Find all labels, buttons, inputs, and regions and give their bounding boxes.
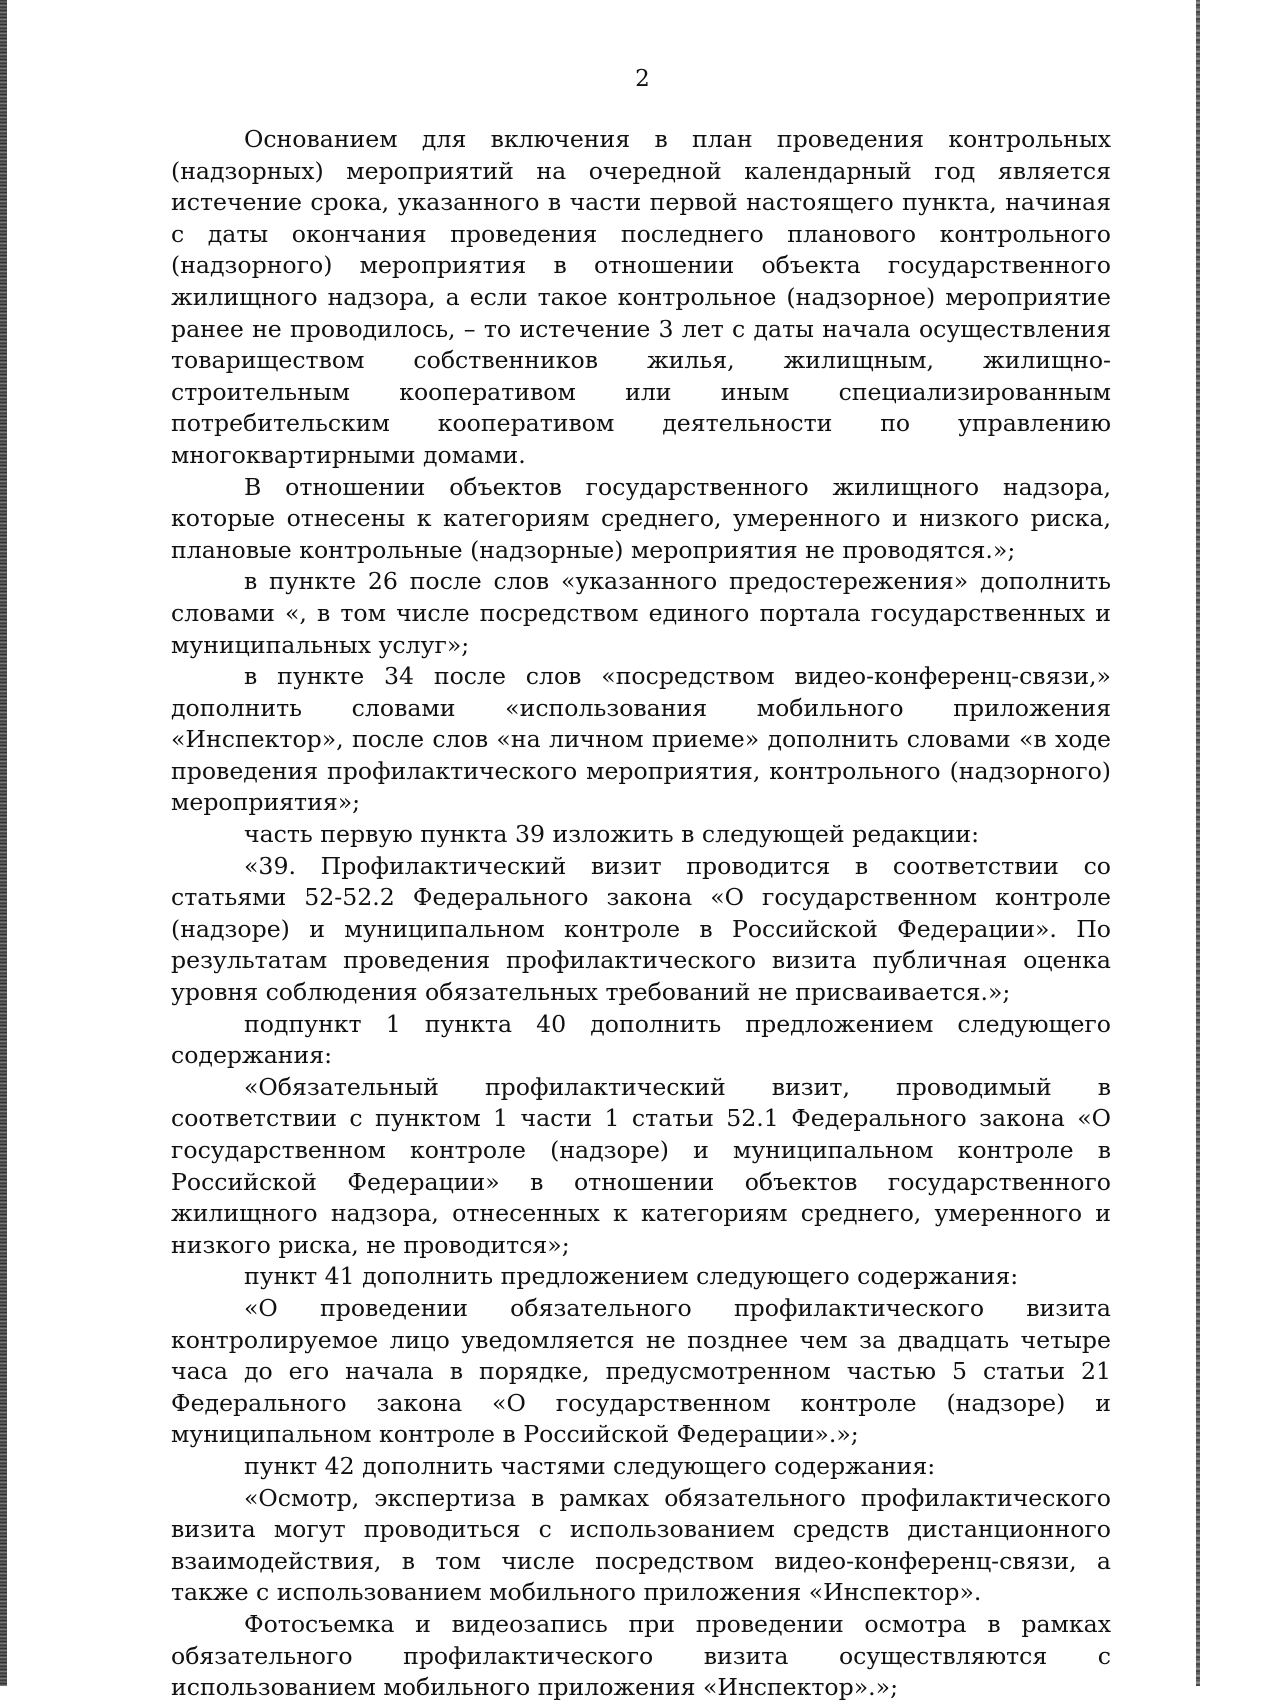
paragraph: Основанием для включения в план проведения контрольных (надзорных) мероприятий на очередной календарный год является истечение срока, указанного в части первой настоящего пункта, начиная с даты окончания проведения последнего планового контрольного (надзорного) мероприятия в отношении объекта государственного жилищного надзора, а если такое контрольное (надзорное) мероприятие ранее не проводилось, – то истечение 3 лет с даты начала осуществления товариществом собственников жилья, жилищным, жилищно-строительным кооперативом или иным специализированным потребительским кооперативом деятельности по управлению многоквартирными домами. — [171, 125, 1111, 469]
paragraph: часть первую пункта 39 изложить в следующей редакции: — [244, 820, 980, 849]
paragraph: «Обязательный профилактический визит, проводимый в соответствии с пунктом 1 части 1 статьи 52.1 Федерального закона «О государственном контроле (надзоре) и муниципальном контроле в Российской Федерации» в отношении объектов государственного жилищного надзора, отнесенных к категориям среднего, умеренного и низкого риска, не проводится»; — [171, 1072, 1111, 1259]
paragraph: в пункте 26 после слов «указанного предостережения» дополнить словами «, в том числе посредством единого портала государственных и муниципальных услуг»; — [171, 567, 1111, 659]
paragraph: в пункте 34 после слов «посредством видео-конференц-связи,» дополнить словами «использования мобильного приложения «Инспектор», после слов «на личном приеме» дополнить словами «в ходе проведения профилактического мероприятия, контрольного (надзорного) мероприятия»; — [171, 662, 1111, 817]
document-body — [171, 124, 1111, 1704]
paragraph: пункт 41 дополнить предложением следующего содержания: — [244, 1262, 1019, 1291]
paragraph: Фотосъемка и видеозапись при проведении осмотра в рамках обязательного профилактического визита осуществляются с использованием мобильного приложения «Инспектор».»; — [171, 1609, 1111, 1702]
paragraph: пункт 42 дополнить частями следующего содержания: — [244, 1451, 936, 1480]
paragraph: подпункт 1 пункта 40 дополнить предложением следующего содержания: — [171, 1009, 1111, 1070]
paragraph: «Осмотр, экспертиза в рамках обязательного профилактического визита могут проводиться с использованием средств дистанционного взаимодействия, в том числе посредством видео-конференц-связи, а также с использованием мобильного приложения «Инспектор». — [171, 1483, 1111, 1607]
paragraph: «39. Профилактический визит проводится в соответствии со статьями 52-52.2 Федерального закона «О государственном контроле (надзоре) и муниципальном контроле в Российской Федерации». По результатам проведения профилактического визита публичная оценка уровня соблюдения обязательных требований не присваивается.»; — [171, 851, 1111, 1007]
paragraph: «О проведении обязательного профилактического визита контролируемое лицо уведомляется не позднее чем за двадцать четыре часа до его начала в порядке, предусмотренном частью 5 статьи 21 Федерального закона «О государственном контроле (надзоре) и муниципальном контроле в Российской Федерации».»; — [171, 1293, 1111, 1449]
scan-edge-right — [1196, 0, 1200, 1686]
page-number: 2 — [635, 66, 650, 92]
paragraph: В отношении объектов государственного жилищного надзора, которые отнесены к категориям среднего, умеренного и низкого риска, плановые контрольные (надзорные) мероприятия не проводятся.»; — [171, 472, 1111, 564]
scan-edge-left — [0, 0, 7, 1686]
